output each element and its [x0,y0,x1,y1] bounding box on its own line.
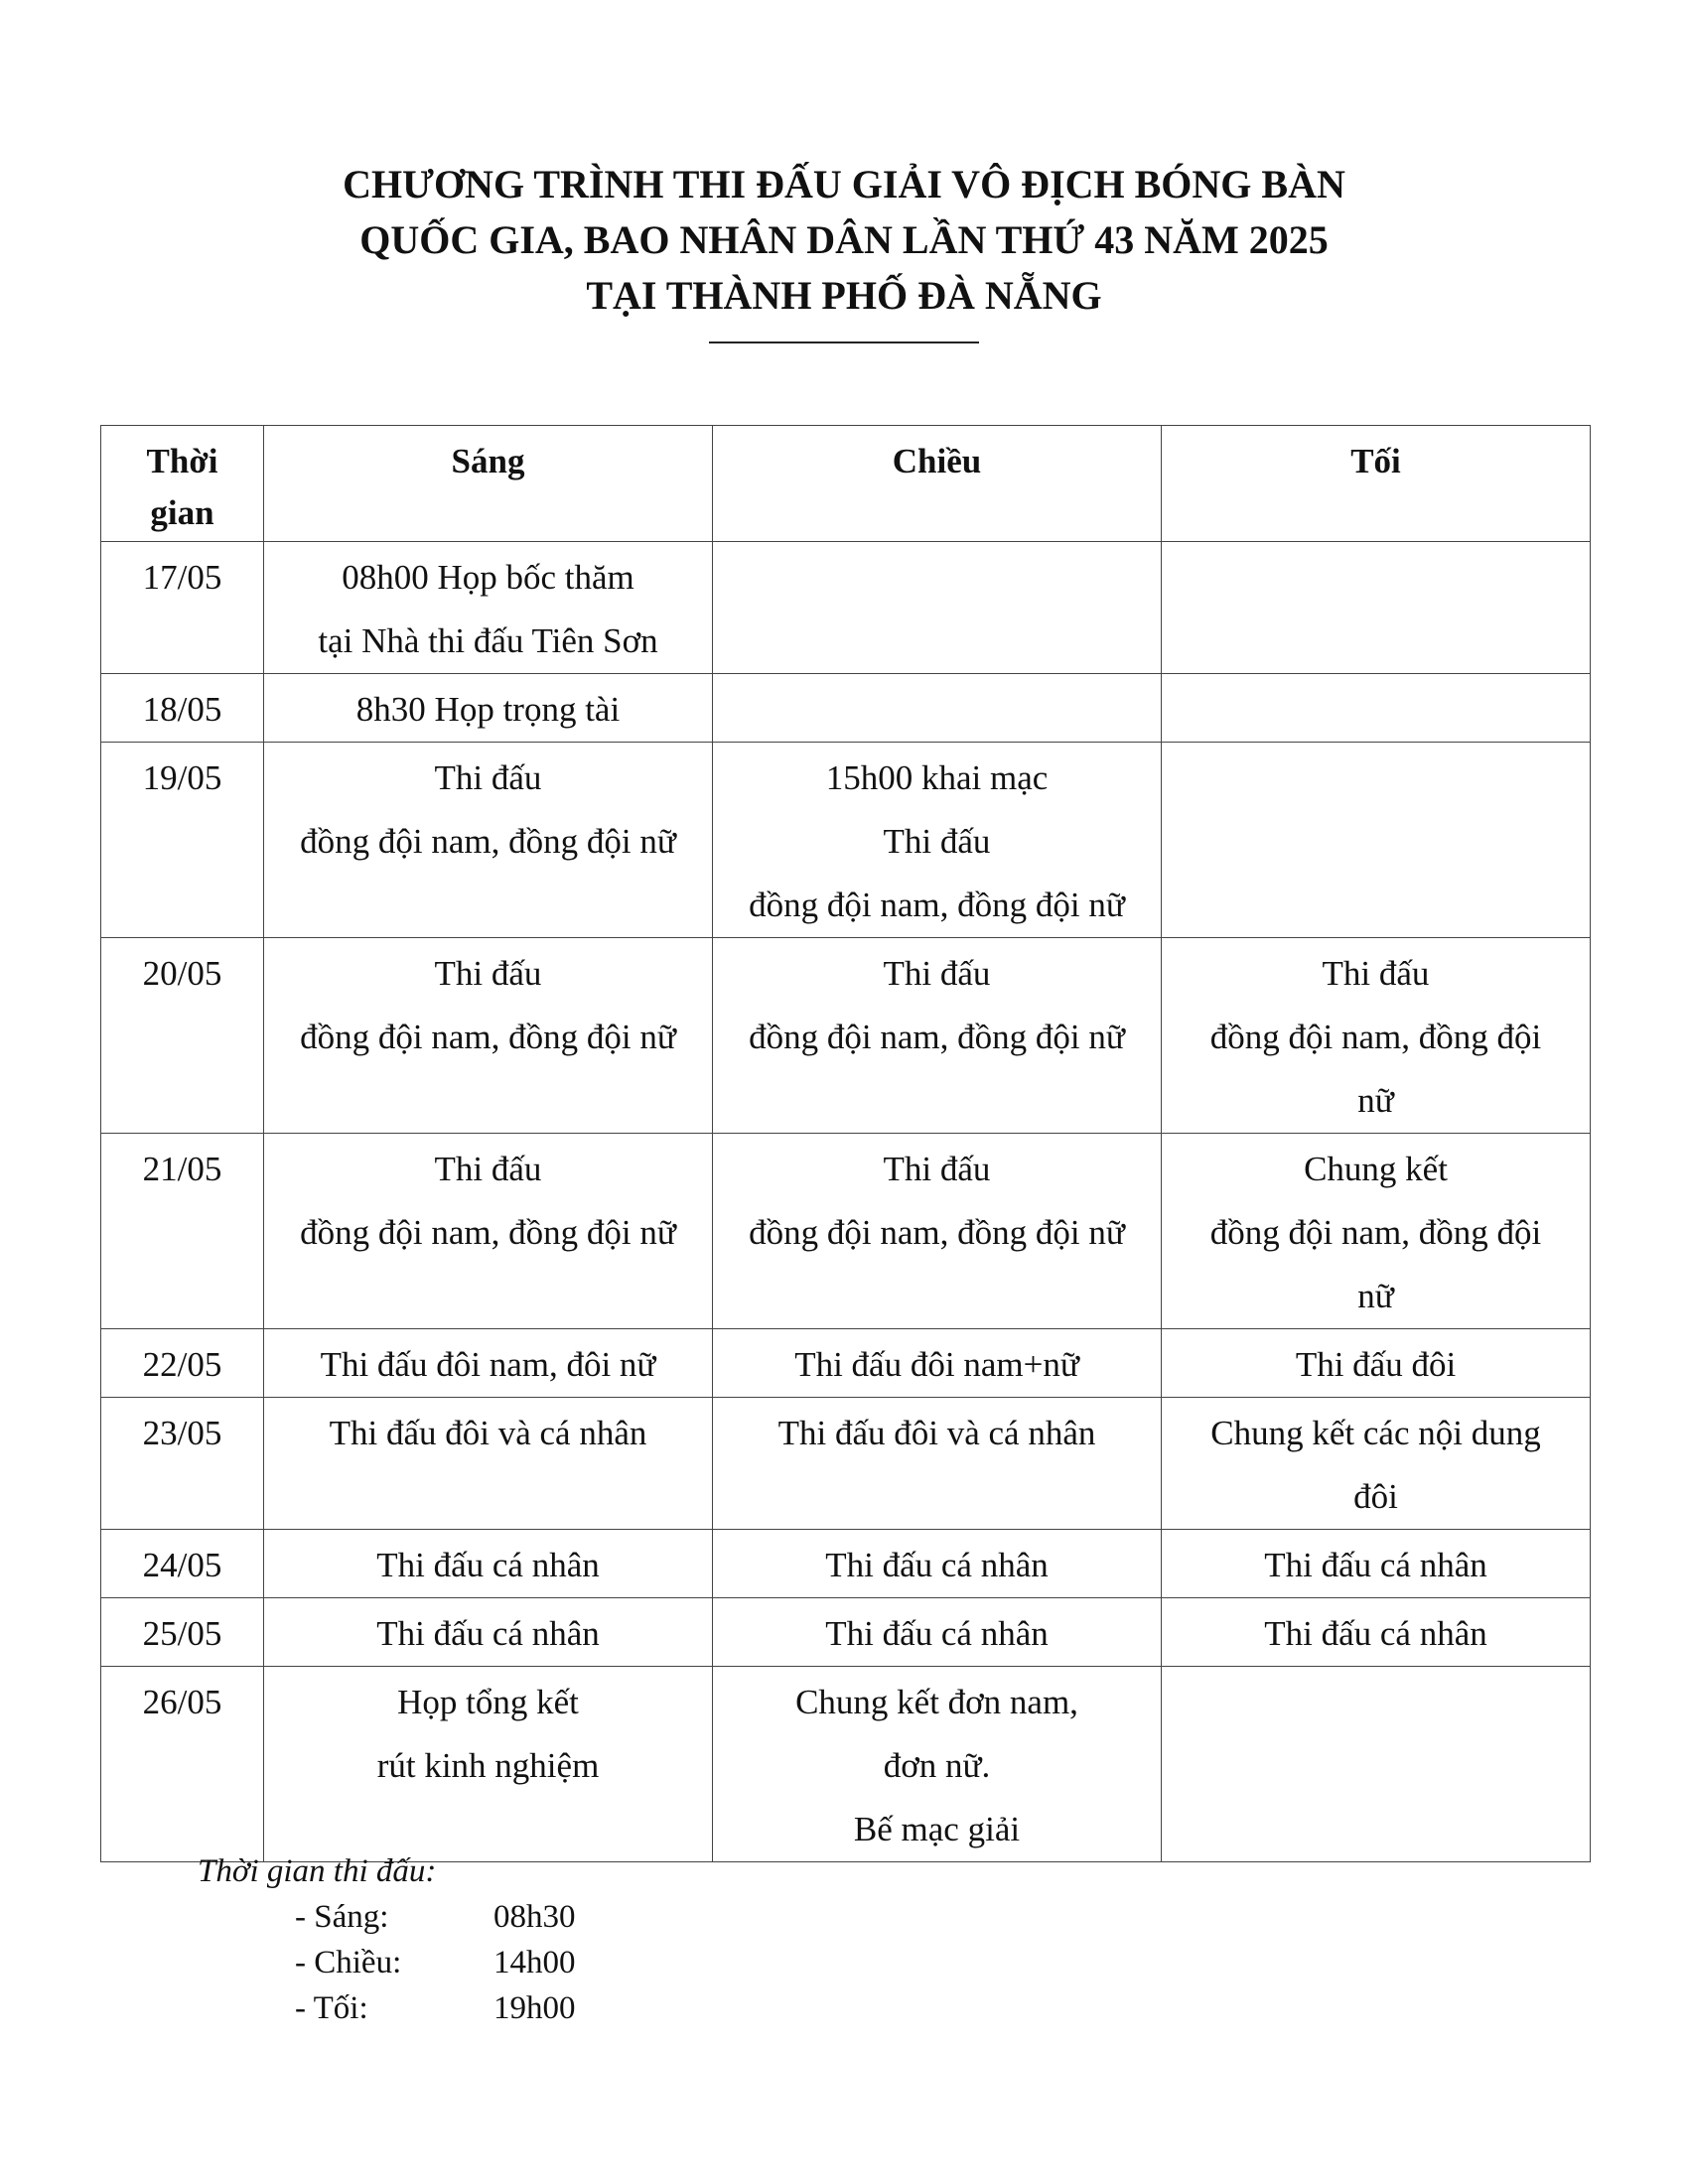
evening-cell-line: Chung kết [1304,1150,1448,1188]
morning-cell [264,1329,713,1398]
morning-cell-line: đồng đội nam, đồng đội nữ [300,1018,676,1056]
afternoon-cell-line: Thi đấu [883,822,991,861]
evening-cell-line: Chung kết các nội dung [1210,1414,1541,1452]
evening-cell [1162,1329,1591,1398]
evening-cell-line: Thi đấu cá nhân [1264,1614,1487,1653]
evening-cell [1162,1398,1591,1530]
table-header-row [101,426,1591,542]
morning-cell-line: Thi đấu cá nhân [376,1614,600,1653]
title-line-3: TẠI THÀNH PHỐ ĐÀ NẴNG [586,273,1102,318]
evening-cell [1162,1530,1591,1598]
notes-title: Thời gian thi đấu: [198,1853,437,1889]
morning-cell [264,674,713,743]
note-value: 19h00 [493,1990,576,2026]
note-value: 14h00 [493,1945,576,1980]
date-cell: 18/05 [101,674,264,743]
morning-cell-line: Thi đấu cá nhân [376,1546,600,1584]
table-row [101,1598,1591,1667]
morning-cell [264,1134,713,1329]
evening-cell [1162,1667,1591,1862]
afternoon-cell-line: đơn nữ. [883,1746,991,1785]
date-cell: 24/05 [101,1530,264,1598]
header-evening: Tối [1162,426,1591,542]
evening-cell-line: Thi đấu đôi [1295,1345,1457,1384]
morning-cell-line: tại Nhà thi đấu Tiên Sơn [318,621,658,660]
table-row [101,1530,1591,1598]
afternoon-cell-line: Thi đấu đôi và cá nhân [777,1414,1096,1452]
table-row [101,1134,1591,1329]
evening-cell [1162,938,1591,1134]
afternoon-cell-line: đồng đội nam, đồng đội nữ [749,1213,1125,1252]
evening-cell-line: nữ [1357,1277,1394,1315]
morning-cell-line: đồng đội nam, đồng đội nữ [300,822,676,861]
title-line-1: CHƯƠNG TRÌNH THI ĐẤU GIẢI VÔ ĐỊCH BÓNG BÀN [343,162,1345,206]
afternoon-cell [713,542,1162,674]
afternoon-cell [713,1134,1162,1329]
evening-cell-line: Thi đấu cá nhân [1264,1546,1487,1584]
morning-cell-line: Thi đấu [434,1150,542,1188]
date-cell: 22/05 [101,1329,264,1398]
note-row-afternoon [198,1940,576,1985]
afternoon-cell [713,938,1162,1134]
afternoon-cell-line: Thi đấu [883,1150,991,1188]
morning-cell [264,1598,713,1667]
afternoon-cell [713,1598,1162,1667]
morning-cell [264,1398,713,1530]
date-cell: 21/05 [101,1134,264,1329]
morning-cell-line: Thi đấu đôi và cá nhân [329,1414,647,1452]
evening-cell-line: đồng đội nam, đồng đội [1209,1213,1542,1252]
afternoon-cell [713,743,1162,938]
afternoon-cell [713,1530,1162,1598]
title-line-2: QUỐC GIA, BAO NHÂN DÂN LẦN THỨ 43 NĂM 2025 [359,217,1329,262]
date-cell: 17/05 [101,542,264,674]
header-time-line-2: gian [150,493,214,532]
morning-cell-line: Thi đấu [434,954,542,993]
evening-cell-line: nữ [1357,1081,1394,1120]
evening-cell [1162,674,1591,743]
header-afternoon: Chiều [713,426,1162,542]
morning-cell [264,743,713,938]
note-row-morning [198,1894,576,1940]
table-row [101,938,1591,1134]
document-title [0,157,1688,343]
afternoon-cell-line: đồng đội nam, đồng đội nữ [749,1018,1125,1056]
date-cell: 20/05 [101,938,264,1134]
date-cell: 19/05 [101,743,264,938]
afternoon-cell [713,674,1162,743]
competition-times-note [198,1848,576,2031]
table-row [101,1329,1591,1398]
title-underline-divider [709,341,979,343]
morning-cell-line: đồng đội nam, đồng đội nữ [300,1213,676,1252]
morning-cell-line: 8h30 Họp trọng tài [355,690,621,729]
afternoon-cell-line: Thi đấu cá nhân [825,1546,1049,1584]
header-morning: Sáng [264,426,713,542]
date-cell: 26/05 [101,1667,264,1862]
afternoon-cell-line: Thi đấu cá nhân [825,1614,1049,1653]
schedule-table [100,425,1591,1862]
morning-cell [264,1530,713,1598]
afternoon-cell-line: Thi đấu [883,954,991,993]
afternoon-cell [713,1667,1162,1862]
table-row [101,674,1591,743]
morning-cell-line: 08h00 Họp bốc thăm [342,558,634,597]
afternoon-cell [713,1398,1162,1530]
afternoon-cell-line: Thi đấu đôi nam+nữ [794,1345,1079,1384]
morning-cell-line: Họp tổng kết [397,1683,579,1721]
header-time-line-1: Thời [146,442,218,480]
evening-cell [1162,1134,1591,1329]
evening-cell-line: đôi [1353,1477,1398,1516]
table-row [101,1398,1591,1530]
afternoon-cell-line: Chung kết đơn nam, [795,1683,1078,1721]
afternoon-cell-line: đồng đội nam, đồng đội nữ [749,886,1125,924]
note-label: - Sáng: [295,1899,389,1935]
afternoon-cell-line: Bế mạc giải [853,1810,1021,1848]
date-cell: 23/05 [101,1398,264,1530]
morning-cell-line: Thi đấu đôi nam, đôi nữ [320,1345,656,1384]
evening-cell [1162,743,1591,938]
schedule-body [101,542,1591,1862]
note-label: - Tối: [295,1990,368,2026]
afternoon-cell-line: 15h00 khai mạc [825,758,1049,797]
header-time [101,426,264,542]
morning-cell-line: Thi đấu [434,758,542,797]
table-row [101,542,1591,674]
morning-cell [264,938,713,1134]
evening-cell-line: Thi đấu [1322,954,1430,993]
morning-cell [264,542,713,674]
evening-cell-line: đồng đội nam, đồng đội [1209,1018,1542,1056]
note-label: - Chiều: [295,1945,402,1980]
table-row [101,1667,1591,1862]
table-row [101,743,1591,938]
note-value: 08h30 [493,1899,576,1935]
note-row-evening [198,1985,576,2031]
evening-cell [1162,542,1591,674]
morning-cell [264,1667,713,1862]
morning-cell-line: rút kinh nghiệm [376,1746,600,1785]
afternoon-cell [713,1329,1162,1398]
evening-cell [1162,1598,1591,1667]
date-cell: 25/05 [101,1598,264,1667]
